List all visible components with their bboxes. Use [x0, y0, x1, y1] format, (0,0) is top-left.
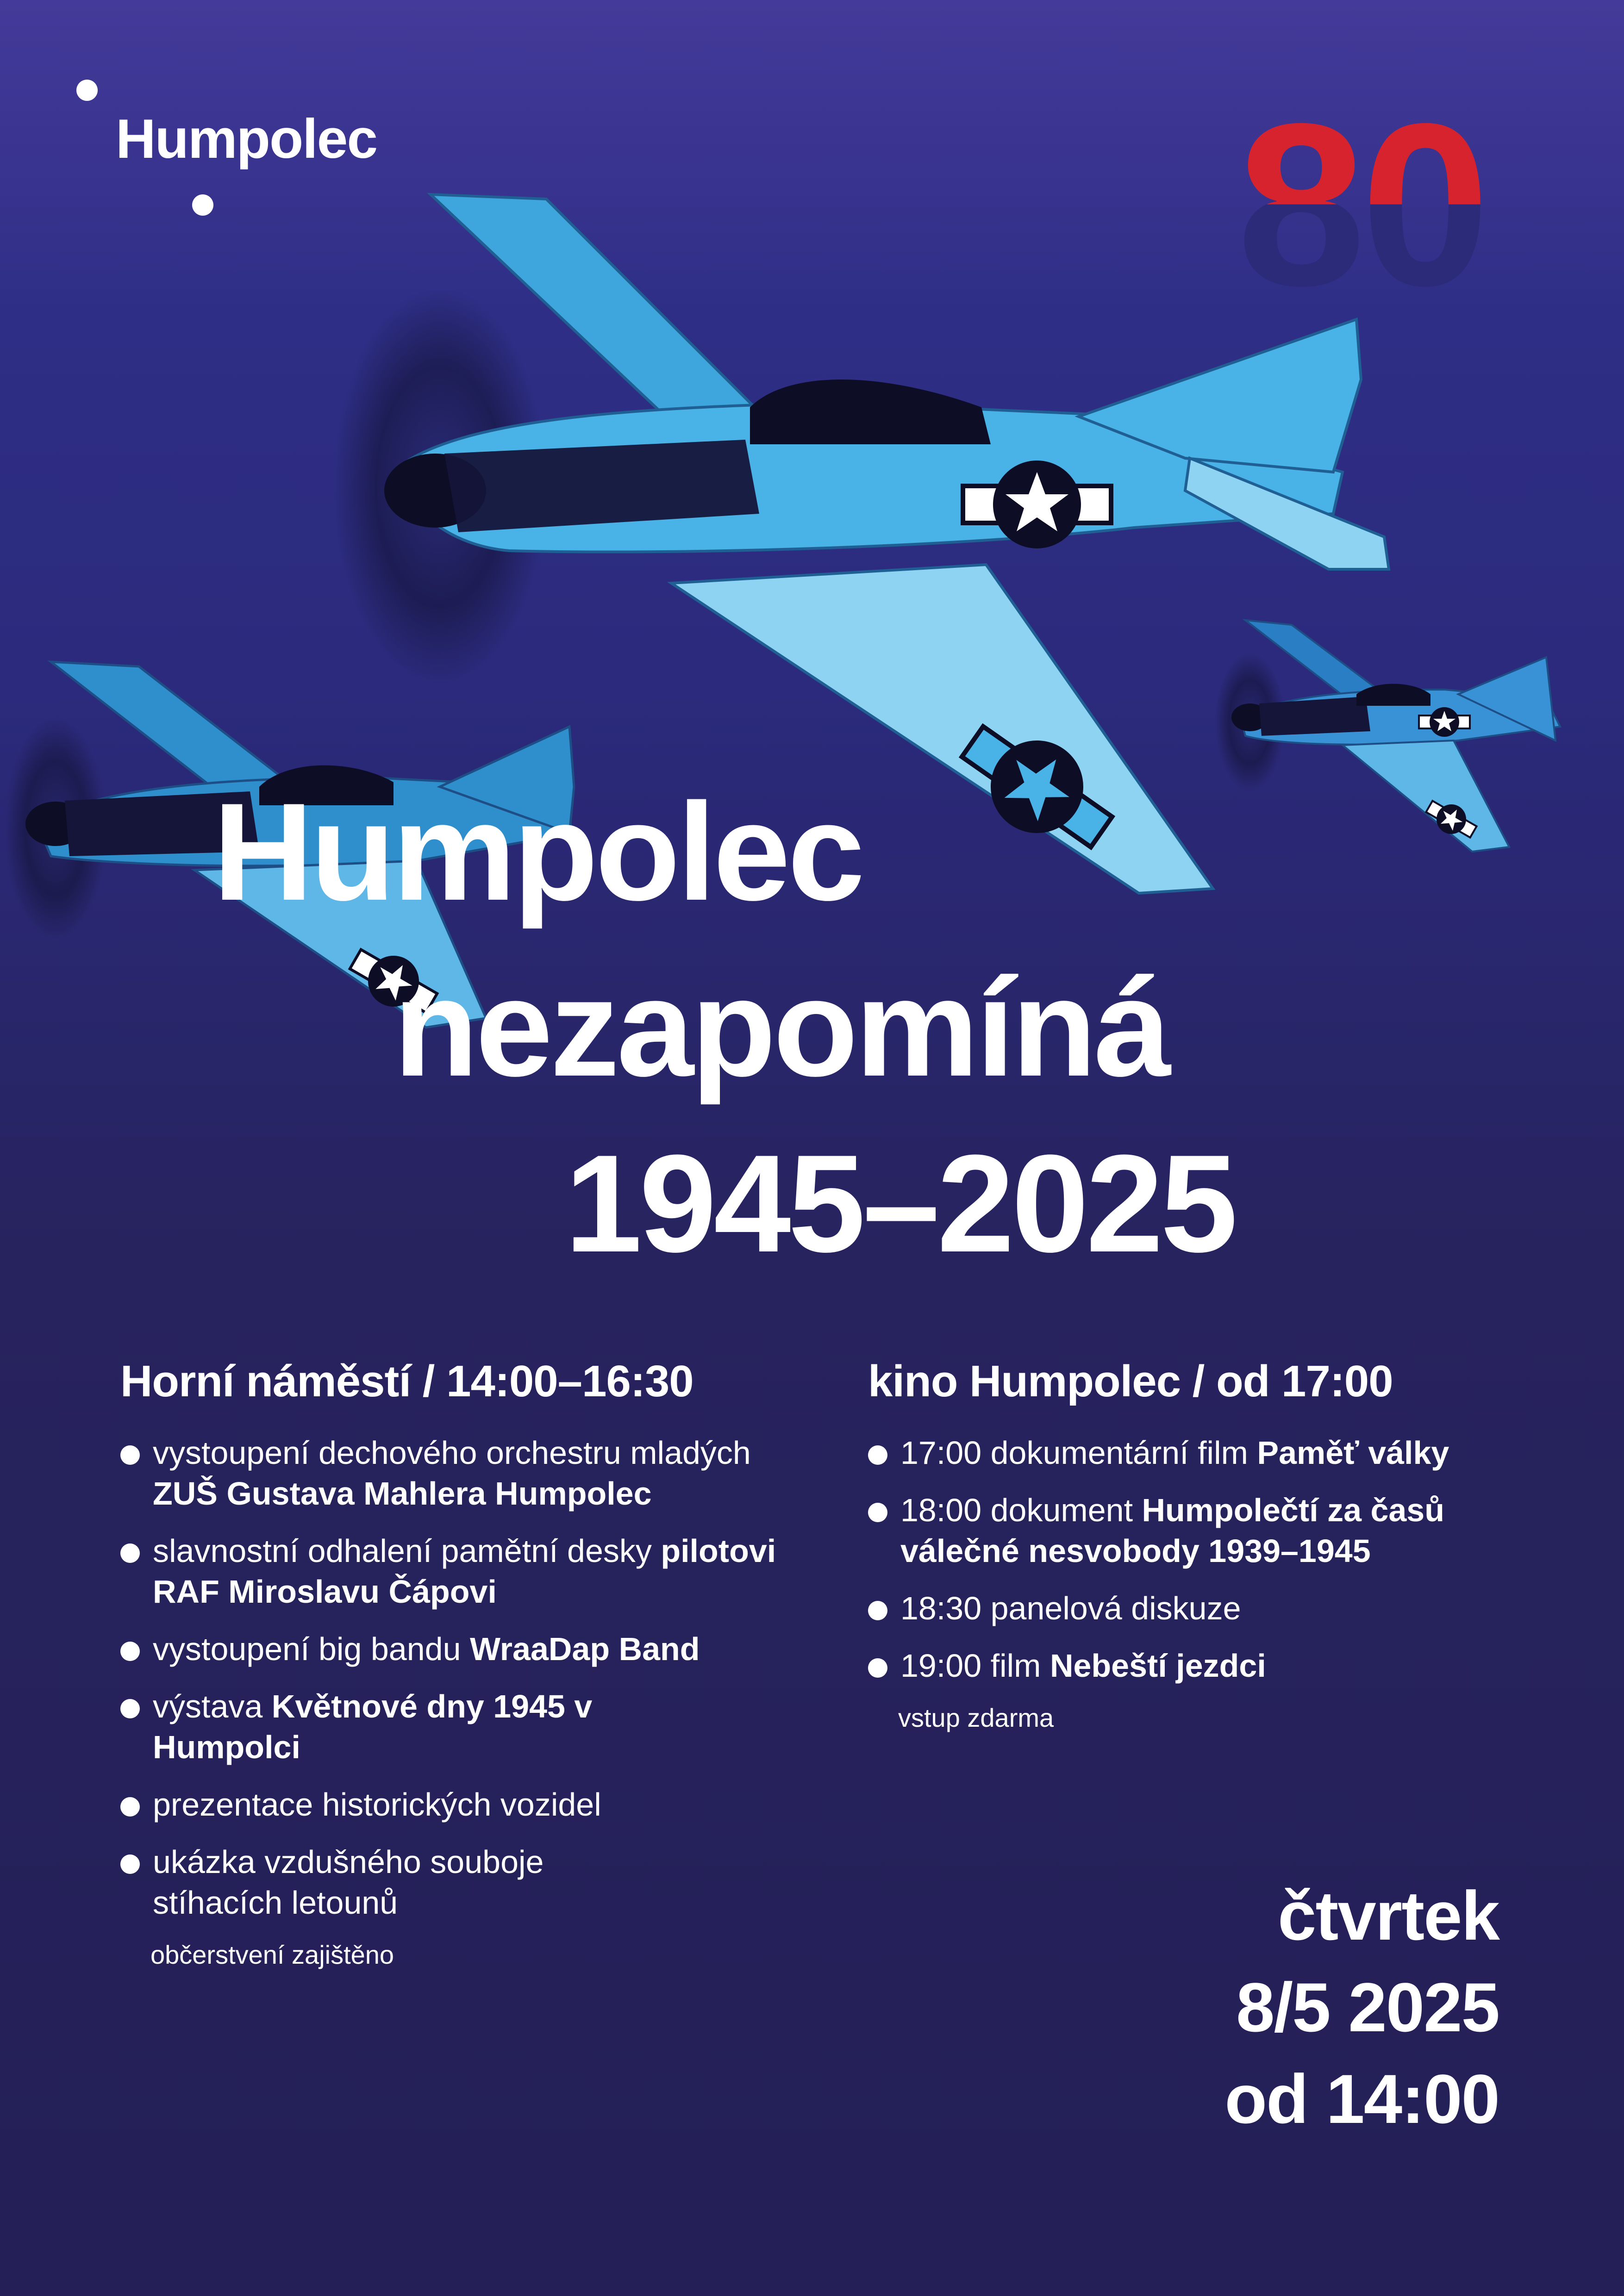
anniversary-number: 80 — [1237, 79, 1486, 319]
program-left-list — [120, 1432, 815, 1923]
logo-dot-bottom — [192, 194, 213, 216]
program-right — [868, 1356, 1516, 1733]
bullet-icon — [120, 1445, 140, 1465]
bullet-icon — [120, 1797, 140, 1817]
logo-text: Humpolec — [116, 108, 377, 170]
event-date — [1224, 1870, 1499, 2145]
program-left — [120, 1356, 815, 1970]
program-left-heading: Horní náměstí / 14:00–16:30 — [120, 1356, 693, 1406]
list-item: výstava Květnové dny 1945 v Humpolci — [120, 1686, 639, 1767]
event-day: 8/5 2025 — [1236, 1968, 1499, 2046]
bullet-icon — [868, 1658, 887, 1678]
event-weekday: čtvrtek — [1278, 1877, 1499, 1954]
list-item: 17:00 dokumentární film Paměť války — [868, 1432, 1516, 1473]
bullet-icon — [868, 1601, 887, 1620]
right-plane — [1215, 620, 1560, 852]
program-left-note: občerstvení zajištěno — [150, 1940, 394, 1969]
bullet-icon — [120, 1642, 140, 1661]
title-line-2: nezapomíná — [394, 950, 1168, 1105]
event-time: od 14:00 — [1224, 2060, 1499, 2138]
list-item: prezentace historických vozidel — [120, 1784, 815, 1825]
bullet-icon — [868, 1445, 887, 1465]
bullet-icon — [120, 1543, 140, 1563]
program-right-note: vstup zdarma — [898, 1703, 1054, 1732]
list-item: 18:00 dokument Humpolečtí za časů válečné nesvobody 1939–1945 — [868, 1490, 1516, 1571]
anniversary-80 — [1194, 79, 1528, 319]
list-item: 19:00 film Nebeští jezdci — [868, 1645, 1516, 1686]
list-item: slavnostní odhalení pamětní desky pilotovi RAF Miroslavu Čápovi — [120, 1531, 815, 1612]
program-right-heading: kino Humpolec / od 17:00 — [868, 1356, 1393, 1406]
title-line-1: Humpolec — [213, 774, 862, 929]
bullet-icon — [868, 1503, 887, 1522]
program-right-list — [868, 1432, 1516, 1686]
list-item: 18:30 panelová diskuze — [868, 1588, 1516, 1629]
bullet-icon — [120, 1699, 140, 1718]
list-item: vystoupení big bandu WraaDap Band — [120, 1629, 815, 1669]
list-item: ukázka vzdušného souboje stíhacích letounů — [120, 1842, 639, 1923]
list-item: vystoupení dechového orchestru mladých ZUŠ Gustava Mahlera Humpolec — [120, 1432, 815, 1514]
bullet-icon — [120, 1854, 140, 1874]
title-line-3: 1945–2025 — [565, 1126, 1235, 1281]
logo-dot-top — [76, 80, 98, 101]
